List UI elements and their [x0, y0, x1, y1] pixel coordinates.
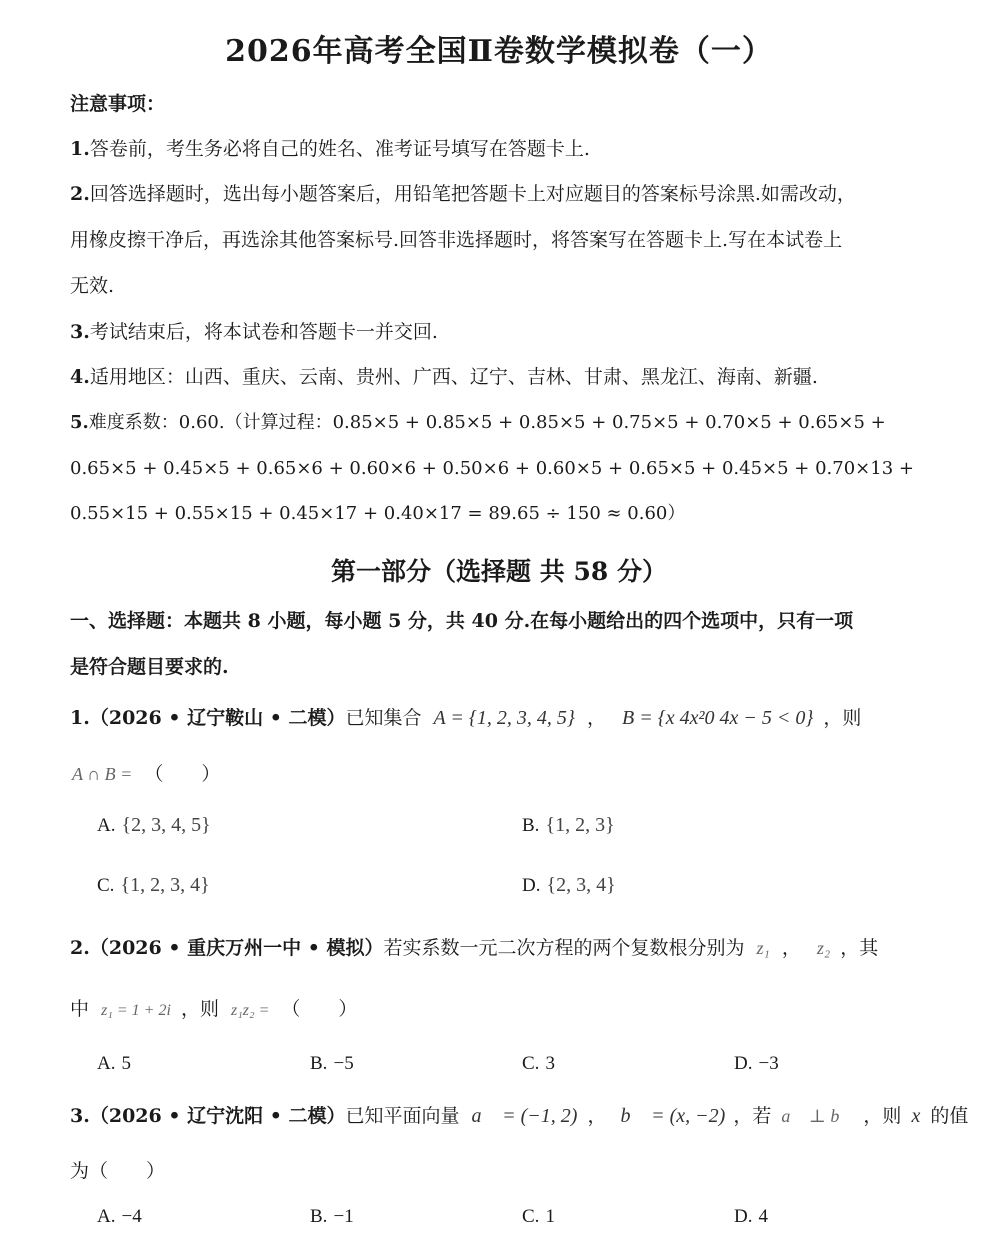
option-value: {1, 2, 3, 4}	[120, 874, 210, 896]
note-num: 5.	[70, 412, 89, 433]
question-source: （2026 • 重庆万州一中 • 模拟）	[89, 937, 384, 959]
question-3-stem	[70, 1104, 968, 1128]
question-text: ，则	[863, 1105, 902, 1127]
note-item-2-cont1: 用橡皮擦干净后，再选涂其他答案标号.回答非选择题时，将答案写在答题卡上.写在本试卷上	[70, 229, 843, 251]
question-source: （2026 • 辽宁沈阳 • 二模）	[89, 1105, 346, 1127]
question-1-line2	[72, 762, 220, 786]
answer-paren: （ ）	[144, 763, 221, 785]
option-value: 1	[545, 1206, 555, 1227]
option-value: 5	[121, 1053, 132, 1074]
question-text: 中	[70, 998, 90, 1020]
note-text: 答卷前，考生务必将自己的姓名、准考证号填写在答题卡上.	[89, 138, 590, 160]
option-value: −1	[333, 1206, 354, 1227]
separator: ，	[586, 707, 606, 729]
note-num: 1.	[70, 138, 90, 160]
option-value: 4	[758, 1206, 769, 1227]
question-text: ，其	[840, 937, 879, 959]
question-1-option-b[interactable]: B. {1, 2, 3}	[522, 814, 615, 836]
part1-instructions-line2: 是符合题目要求的.	[70, 656, 229, 678]
part1-title: 第一部分（选择题 共 58 分）	[331, 557, 667, 586]
option-value: −5	[333, 1053, 354, 1074]
note-text: 难度系数：0.60.（计算过程：0.85×5 + 0.85×5 + 0.85×5 + 0.75×5 + 0.70×5 + 0.65×5 +	[88, 412, 886, 433]
math-expression: z₂	[816, 938, 831, 958]
question-text: ，则	[180, 998, 219, 1020]
note-num: 3.	[70, 321, 90, 343]
option-value: 3	[545, 1053, 555, 1074]
question-text: ，若	[733, 1105, 772, 1127]
question-2-option-a[interactable]: A. 5	[97, 1053, 132, 1074]
question-2-option-c[interactable]: C. 3	[522, 1053, 555, 1074]
question-2-line2	[70, 997, 357, 1023]
question-3-option-b[interactable]: B. −1	[310, 1206, 354, 1227]
option-value: {1, 2, 3}	[545, 814, 615, 836]
question-2-stem	[70, 936, 878, 960]
note-item-1	[70, 137, 590, 161]
math-expression: z₁z₂ =	[231, 1002, 270, 1019]
math-expression: A ∩ B =	[72, 764, 133, 784]
separator: ，	[781, 937, 801, 959]
option-value: {2, 3, 4, 5}	[121, 814, 211, 836]
math-expression: A = {1, 2, 3, 4, 5}	[433, 707, 575, 729]
part1-instructions-line1: 一、选择题：本题共 8 小题，每小题 5 分，共 40 分.在每小题给出的四个选项中，只有一项	[70, 610, 854, 632]
answer-paren: （ ）	[281, 998, 358, 1020]
note-item-3	[70, 320, 438, 344]
note-text: 考试结束后，将本试卷和答题卡一并交回.	[89, 321, 438, 343]
note-item-2-cont2: 无效.	[70, 275, 115, 297]
note-num: 2.	[70, 183, 90, 205]
question-3-option-d[interactable]: D. 4	[734, 1206, 769, 1227]
page-title: 2026年高考全国Ⅱ卷数学模拟卷（一）	[225, 34, 773, 69]
math-expression: z₁ = 1 + 2i	[101, 1002, 171, 1019]
option-value: −3	[758, 1053, 779, 1074]
question-text: ，则	[823, 707, 862, 729]
note-num: 4.	[70, 366, 90, 388]
note-item-5	[70, 411, 886, 435]
question-3-option-a[interactable]: A. −4	[97, 1206, 142, 1227]
question-1-option-a[interactable]: A. {2, 3, 4, 5}	[97, 814, 211, 836]
note-item-5-cont1: 0.65×5 + 0.45×5 + 0.65×6 + 0.60×6 + 0.50×6 + 0.60×5 + 0.65×5 + 0.45×5 + 0.70×13 +	[70, 458, 914, 479]
option-value: −4	[121, 1206, 142, 1227]
note-item-5-cont2: 0.55×15 + 0.55×15 + 0.45×17 + 0.40×17 = 89.65 ÷ 150 ≈ 0.60）	[70, 503, 686, 524]
question-3-line2: 为（ ）	[70, 1160, 166, 1182]
question-number: 1.	[70, 707, 90, 729]
note-text: 回答选择题时，选出每小题答案后，用铅笔把答题卡上对应题目的答案标号涂黑.如需改动，	[89, 183, 856, 205]
math-expression: b⃗ = (x, −2)	[620, 1105, 726, 1127]
question-2-option-b[interactable]: B. −5	[310, 1053, 354, 1074]
question-number: 3.	[70, 1105, 90, 1127]
math-expression: a⃗ ⊥ b⃗	[781, 1106, 854, 1126]
question-text: 已知集合	[345, 707, 422, 729]
question-3-option-c[interactable]: C. 1	[522, 1206, 555, 1227]
question-1-option-c[interactable]: C. {1, 2, 3, 4}	[97, 874, 210, 896]
math-expression: B = {x 4x²0 4x − 5 < 0}	[622, 707, 814, 729]
question-text: 的值	[930, 1105, 969, 1127]
question-2-option-d[interactable]: D. −3	[734, 1053, 779, 1074]
math-expression: z₁	[756, 938, 770, 958]
question-text: 若实系数一元二次方程的两个复数根分别为	[383, 937, 745, 959]
note-item-2	[70, 182, 856, 206]
question-text: 已知平面向量	[345, 1105, 460, 1127]
separator: ，	[587, 1105, 607, 1127]
question-source: （2026 • 辽宁鞍山 • 二模）	[89, 707, 346, 729]
note-text: 适用地区：山西、重庆、云南、贵州、广西、辽宁、吉林、甘肃、黑龙江、海南、新疆.	[89, 366, 818, 388]
notes-heading: 注意事项：	[70, 93, 166, 115]
question-1-option-d[interactable]: D. {2, 3, 4}	[522, 874, 616, 896]
question-number: 2.	[70, 937, 90, 959]
note-item-4	[70, 365, 818, 389]
math-expression: a⃗ = (−1, 2)	[471, 1105, 578, 1127]
option-value: {2, 3, 4}	[546, 874, 616, 896]
question-1-stem	[70, 706, 861, 730]
math-expression: x	[911, 1105, 921, 1127]
